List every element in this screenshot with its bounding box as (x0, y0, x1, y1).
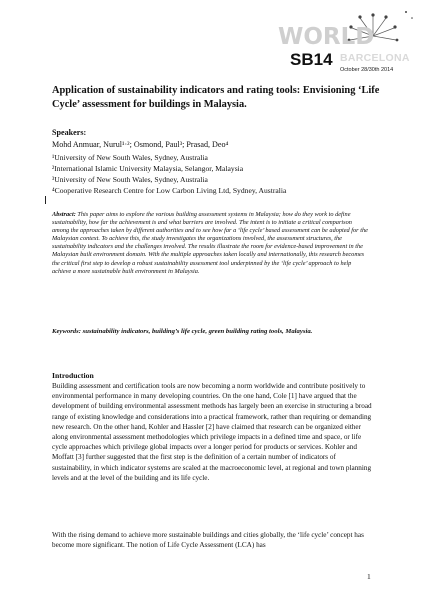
abstract-text: This paper aims to explore the various building assessment systems in Malaysia; how do they work to define sustainability, how far the achievement is and what barriers are involved. The intent is to initiate a critical comparison among the approaches taken by different authorities and to see how far a ‘life cycle’ based assessment can be adopted for the Malaysian context. To achieve this, the study investigates the organizations involved, the assessment structures, the sustainability indicators and the challenges involved. The results illustrate the room for evidence-based improvement in the Malaysian built environment domain. With the multiple approaches taken locally and internationally, this research becomes the critical first step to develop a robust sustainability assessment tool underpinned by the ‘life cycle’ approach to help achieve a more sustainable built environment in Malaysia. (52, 211, 368, 275)
intro-paragraph-2: With the rising demand to achieve more sustainable buildings and cities globally, the ‘life cycle’ concept has become more significant. The notion of Life Cycle Assessment (LCA) has (52, 531, 364, 550)
text-cursor (45, 196, 46, 204)
speakers-label: Speakers: (52, 128, 87, 137)
conference-logo (268, 6, 418, 80)
logo-date-text: October 28/30th 2014 (340, 67, 394, 73)
keywords: Keywords: sustainability indicators, building’s life cycle, green building rating tools, Malaysia. (52, 328, 313, 335)
paper-title: Application of sustainability indicators and rating tools: Envisioning ‘Life Cycle’ assessment for buildings in Malaysia. (52, 85, 380, 110)
logo-world-text: WORLD (278, 24, 375, 50)
affiliations-list (52, 152, 392, 196)
affiliation-item: ⁴Cooperative Research Centre for Low Carbon Living Ltd, Sydney, Australia (52, 186, 287, 195)
intro-paragraph-1: Building assessment and certification tools are now becoming a norm worldwide and contribute positively to environmental performance in many developing countries. On the one hand, Cole [1] have argued that the development of building environmental assessment methods has largely been an exercise in structuring a broad range of existing knowledge and considerations into a practical framework, rather than requiring or demanding new research. On the other hand, Kohler and Hassler [2] have claimed that research can be organized either along environmental assessment methodologies which privilege impacts in a defined time and space, or life cycle approaches which privilege global impacts over a longer period for products or services. Kohler and Moffatt [3] further suggested that the first step is the definition of a certain number of indicators of sustainability, in which indicator systems are scaled at the macroeconomic level, at regional and town planning levels and at the level of the building and its life cycle. (52, 382, 372, 482)
affiliation-item: ³University of New South Wales, Sydney, Australia (52, 175, 208, 184)
abstract (52, 211, 370, 276)
affiliation-item: ¹University of New South Wales, Sydney, Australia (52, 153, 208, 162)
section-heading-introduction: Introduction (52, 371, 94, 380)
abstract-label: Abstract: (52, 211, 76, 218)
page-number: 1 (367, 572, 371, 581)
affiliation-item: ²International Islamic University Malaysia, Selangor, Malaysia (52, 164, 244, 173)
speaker-names: Mohd Anmuar, Nurul¹·²; Osmond, Paul³; Prasad, Deo⁴ (52, 139, 229, 149)
logo-city-text: BARCELONA (340, 52, 410, 64)
logo-sb-text: SB14 (290, 50, 333, 69)
speakers-block (52, 127, 392, 150)
